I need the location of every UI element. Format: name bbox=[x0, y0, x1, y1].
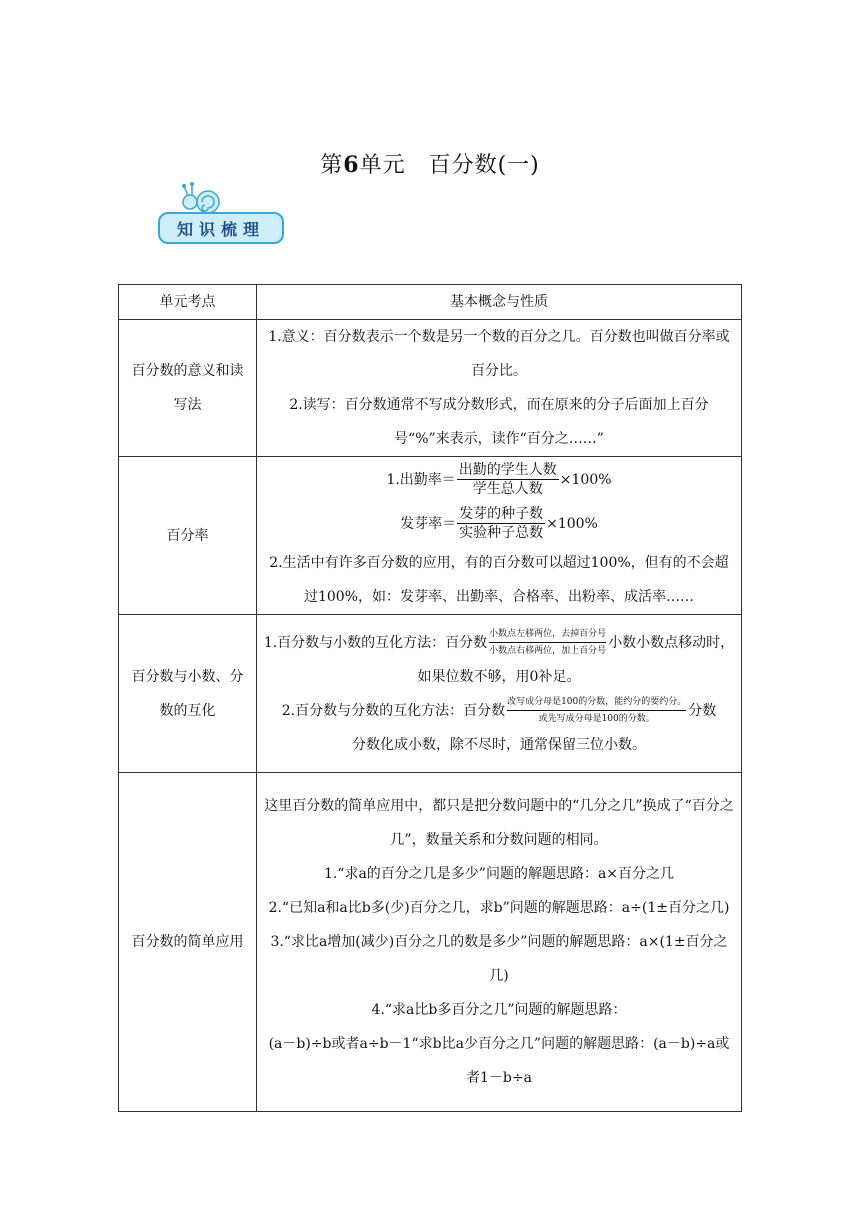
conversion-decimal: 1.百分数与小数的互化方法：百分数 小数点左移两位，去掉百分号 小数点右移两位，加上百分号 小数小数点移动时，如果位数不够，用0补足。 bbox=[263, 629, 735, 685]
row-topic: 百分数与小数、分数的互化 bbox=[119, 615, 257, 773]
table-row bbox=[119, 320, 742, 457]
row-topic: 百分率 bbox=[119, 457, 257, 615]
table-row bbox=[119, 457, 742, 615]
row-content bbox=[257, 615, 742, 773]
row-topic: 百分数的意义和读写法 bbox=[119, 320, 257, 457]
conversion-arrow: 改写成分母是100的分数，能约分的要约分。 或先写成分母是100的分数。 bbox=[507, 697, 687, 724]
table-row bbox=[119, 773, 742, 1112]
row-line: 2.读写：百分数通常不写成分数形式，而在原来的分子后面加上百分号“%”来表示，读作“百分之……” bbox=[289, 397, 709, 447]
row-line: 2.生活中有许多百分数的应用，有的百分数可以超过100%，但有的不会超过100%，如：发芽率、出勤率、合格率、出粉率、成活率…… bbox=[269, 554, 729, 605]
fraction: $\frac{\text{发芽的种子数}}{\text{实验种子总数}}$ bbox=[459, 506, 544, 541]
conversion-arrow: 小数点左移两位，去掉百分号 小数点右移两位，加上百分号 bbox=[489, 629, 607, 656]
row-line: 3.“求比a增加(减少)百分之几的数是多少”问题的解题思路：a×(1±百分之几) bbox=[270, 934, 728, 984]
row-content bbox=[257, 457, 742, 615]
table-header-row bbox=[119, 285, 742, 320]
row-line: 2.“已知a和a比b多(少)百分之几，求b”问题的解题思路：a÷(1±百分之几) bbox=[268, 900, 730, 916]
badge-label: 知识梳理 bbox=[158, 212, 284, 244]
formula-germination: 发芽率＝ $\frac{\text{发芽的种子数}}{\text{实验种子总数}}$ ×100% bbox=[400, 506, 598, 541]
header-topic: 单元考点 bbox=[119, 285, 257, 320]
row-line: 1.意义：百分数表示一个数是另一个数的百分之几。百分数也叫做百分率或百分比。 bbox=[268, 329, 730, 379]
page-title: 第6单元 百分数(一) bbox=[320, 152, 540, 178]
knowledge-badge bbox=[158, 182, 288, 246]
table-row bbox=[119, 615, 742, 773]
formula-attendance: 1.出勤率＝ $\frac{\text{出勤的学生人数}}{\text{学生总人数}}$ ×100% bbox=[386, 462, 612, 497]
fraction: $\frac{\text{出勤的学生人数}}{\text{学生总人数}}$ bbox=[458, 462, 557, 497]
row-topic: 百分数的简单应用 bbox=[119, 773, 257, 1112]
row-line: 1.“求a的百分之几是多少”问题的解题思路：a×百分之几 bbox=[323, 866, 675, 882]
header-concept: 基本概念与性质 bbox=[257, 285, 742, 320]
conversion-fraction: 2.百分数与分数的互化方法：百分数 改写成分母是100的分数，能约分的要约分。 或先写成分母是100的分数。 分数 bbox=[281, 697, 717, 724]
row-line: 4.“求a比b多百分之几”问题的解题思路： bbox=[371, 1002, 627, 1018]
row-content bbox=[257, 320, 742, 457]
row-line: 分数化成小数，除不尽时，通常保留三位小数。 bbox=[352, 736, 646, 753]
row-line: (a－b)÷b或者a÷b－1“求b比a少百分之几”问题的解题思路：(a－b)÷a或者1－b÷a bbox=[268, 1036, 730, 1086]
row-content bbox=[257, 773, 742, 1112]
row-line: 这里百分数的简单应用中，都只是把分数问题中的“几分之几”换成了“百分之几”，数量关系和分数问题的相同。 bbox=[264, 798, 734, 848]
knowledge-table bbox=[118, 284, 742, 1112]
